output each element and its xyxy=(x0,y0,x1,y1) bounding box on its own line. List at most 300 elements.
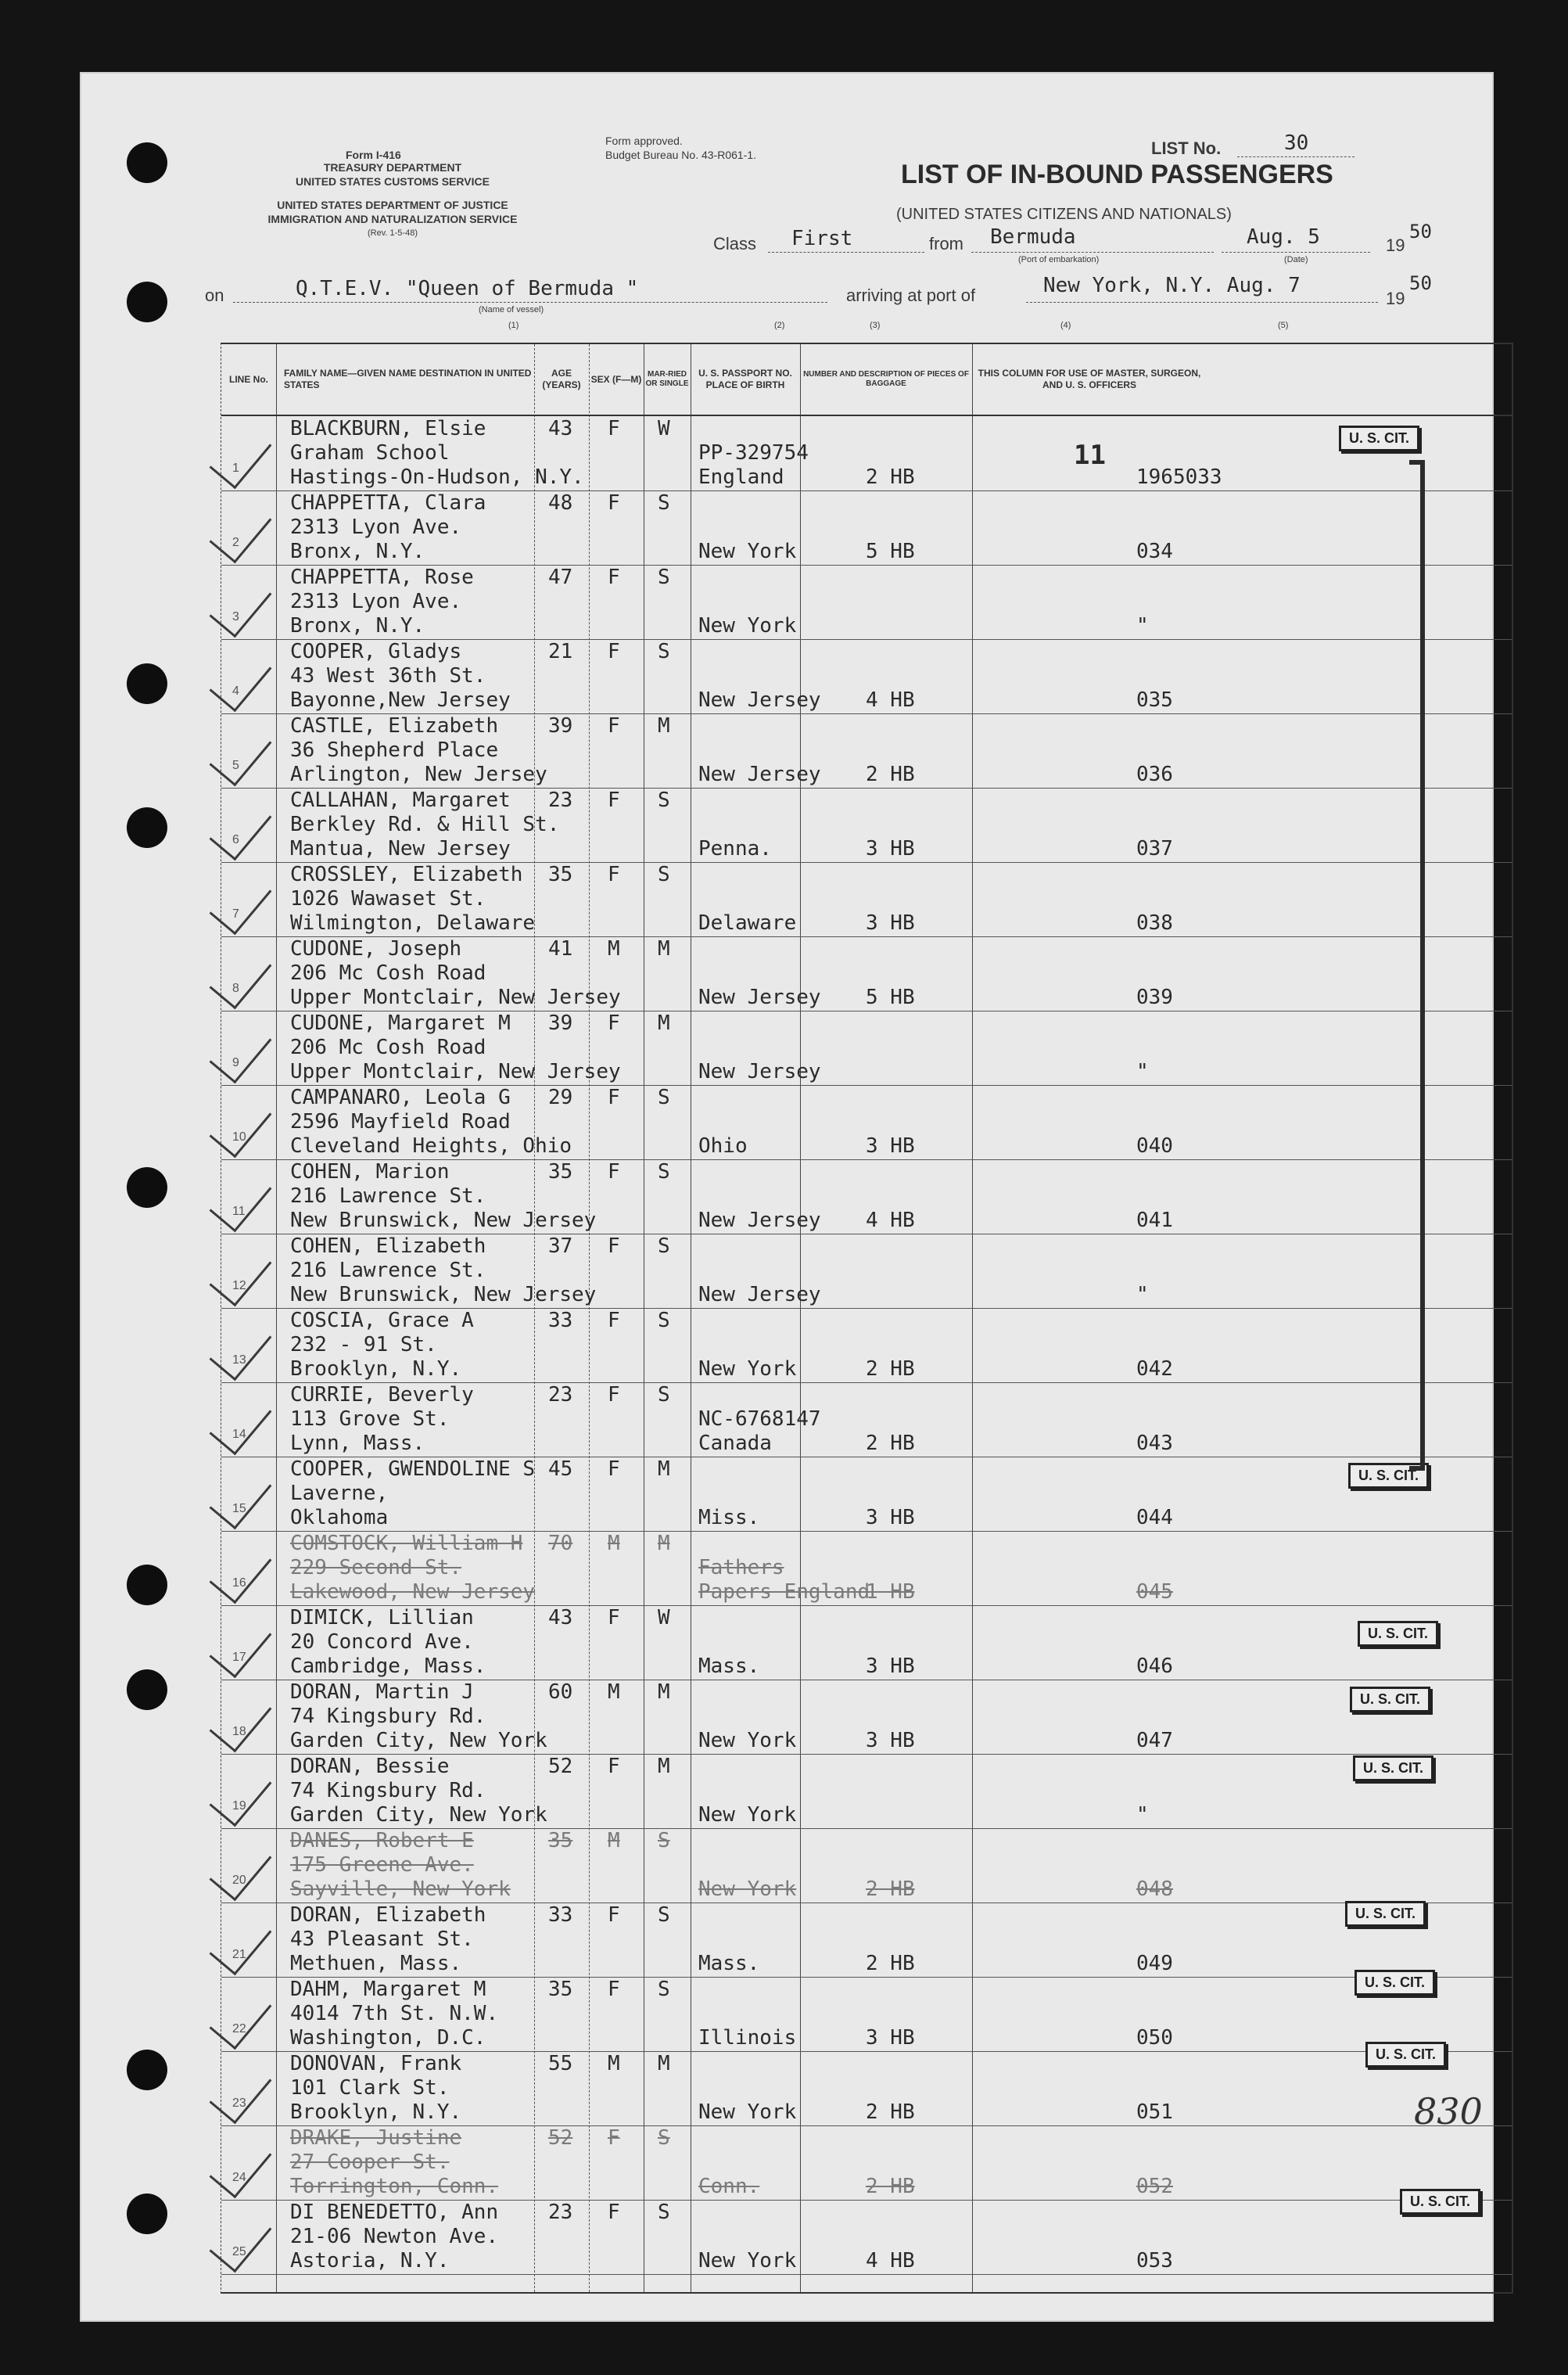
punch-hole xyxy=(127,282,167,322)
marital-status: S xyxy=(658,789,670,812)
departure-date: Aug. 5 xyxy=(1247,225,1320,249)
passenger-address: 20 Concord Ave. xyxy=(290,1630,474,1654)
passenger-sex: F xyxy=(608,1903,620,1927)
passenger-name: COOPER, Gladys xyxy=(290,640,462,663)
table-row xyxy=(221,1234,1512,1309)
passenger-age: 60 xyxy=(548,1680,573,1704)
passenger-name: DAHM, Margaret M xyxy=(290,1978,486,2001)
place-of-birth: Canada xyxy=(698,1432,772,1455)
officer-number: 036 xyxy=(1136,763,1173,786)
line-number: 12 xyxy=(232,1279,246,1292)
from-line xyxy=(971,252,1214,253)
marital-status: M xyxy=(658,2052,670,2075)
marital-status: W xyxy=(658,1606,670,1629)
passenger-name: CHAPPETTA, Clara xyxy=(290,491,486,515)
passenger-sex: F xyxy=(608,1383,620,1407)
list-title: LIST OF IN-BOUND PASSENGERS xyxy=(901,160,1333,189)
check-mark-icon xyxy=(210,1316,272,1382)
place-of-birth: Mass. xyxy=(698,1952,760,1975)
passenger-name: DRAKE, Justine xyxy=(290,2126,462,2150)
list-number: 30 xyxy=(1284,131,1309,155)
passenger-age: 33 xyxy=(548,1903,573,1927)
passenger-name: CUDONE, Margaret M xyxy=(290,1011,511,1035)
officer-number: 045 xyxy=(1136,1580,1173,1604)
check-mark-icon xyxy=(210,573,272,638)
check-mark-icon xyxy=(210,1464,272,1530)
table-row xyxy=(221,1382,1512,1457)
arrival-line xyxy=(1026,302,1378,303)
officer-number: 051 xyxy=(1136,2100,1173,2124)
passenger-age: 41 xyxy=(548,937,573,961)
dept-justice: UNITED STATES DEPARTMENT OF JUSTICE xyxy=(277,199,508,211)
passenger-table xyxy=(221,343,1513,2294)
table-row xyxy=(221,936,1512,1011)
punch-hole xyxy=(127,1167,167,1208)
check-mark-icon xyxy=(210,424,272,490)
baggage: 2 HB xyxy=(866,1877,915,1901)
passenger-age: 35 xyxy=(548,863,573,886)
marital-status: S xyxy=(658,640,670,663)
passenger-address: 2313 Lyon Ave. xyxy=(290,590,462,613)
check-mark-icon xyxy=(210,1985,272,2050)
table-row xyxy=(221,1085,1512,1160)
check-mark-icon xyxy=(210,2208,272,2273)
passenger-city: Wilmington, Delaware xyxy=(290,911,536,935)
col-head-officers: THIS COLUMN FOR USE OF MASTER, SURGEON, AND U. S. OFFICERS xyxy=(978,368,1201,390)
passenger-city: Torrington, Conn. xyxy=(290,2175,499,2198)
passenger-sex: F xyxy=(608,789,620,812)
passenger-city: New Brunswick, New Jersey xyxy=(290,1283,597,1306)
place-of-birth: New York xyxy=(698,1357,797,1381)
marital-status: S xyxy=(658,2201,670,2224)
passenger-name: CALLAHAN, Margaret xyxy=(290,789,511,812)
place-of-birth: Illinois xyxy=(698,2026,797,2050)
passenger-sex: F xyxy=(608,1755,620,1778)
place-of-birth: New York xyxy=(698,1877,797,1901)
marital-status: M xyxy=(658,714,670,738)
passenger-sex: M xyxy=(608,1829,620,1852)
marital-status: S xyxy=(658,491,670,515)
check-mark-icon xyxy=(210,1167,272,1233)
marital-status: S xyxy=(658,2126,670,2150)
baggage: 3 HB xyxy=(866,1506,915,1529)
table-row xyxy=(221,1754,1512,1829)
line-number: 16 xyxy=(232,1576,246,1590)
officer-number: " xyxy=(1136,1060,1149,1083)
passenger-name: COMSTOCK, William H xyxy=(290,1532,523,1555)
line-number: 23 xyxy=(232,2097,246,2110)
passenger-sex: F xyxy=(608,1011,620,1035)
marital-status: M xyxy=(658,1532,670,1555)
line-number: 1 xyxy=(232,462,239,475)
table-row xyxy=(221,1977,1512,2052)
passenger-sex: F xyxy=(608,640,620,663)
baggage: 2 HB xyxy=(866,1952,915,1975)
line-number: 21 xyxy=(232,1948,246,1961)
line-number: 3 xyxy=(232,610,239,623)
line-number: 7 xyxy=(232,907,239,921)
list-no-label: LIST No. xyxy=(1151,138,1222,158)
passport-number: Fathers xyxy=(698,1556,784,1579)
passenger-age: 29 xyxy=(548,1086,573,1109)
passenger-sex: M xyxy=(608,937,620,961)
passenger-address: 206 Mc Cosh Road xyxy=(290,1036,486,1059)
punch-hole xyxy=(127,2194,167,2234)
marital-status: M xyxy=(658,937,670,961)
punch-hole xyxy=(127,1669,167,1710)
passenger-name: DIMICK, Lillian xyxy=(290,1606,474,1629)
passenger-name: COSCIA, Grace A xyxy=(290,1309,474,1332)
officer-number: 053 xyxy=(1136,2249,1173,2273)
passenger-name: CAMPANARO, Leola G xyxy=(290,1086,511,1109)
place-of-birth: New Jersey xyxy=(698,688,821,712)
line-number: 24 xyxy=(232,2171,246,2184)
table-row xyxy=(221,639,1512,714)
list-no-line xyxy=(1237,156,1355,157)
officer-number: 039 xyxy=(1136,986,1173,1009)
officer-number: 042 xyxy=(1136,1357,1173,1381)
passenger-name: BLACKBURN, Elsie xyxy=(290,417,486,440)
baggage: 3 HB xyxy=(866,1134,915,1158)
line-number: 8 xyxy=(232,982,239,995)
check-mark-icon xyxy=(210,1910,272,1976)
table-row xyxy=(221,1903,1512,1978)
passenger-name: DORAN, Bessie xyxy=(290,1755,450,1778)
passenger-city: Garden City, New York xyxy=(290,1729,547,1752)
place-of-birth: Mass. xyxy=(698,1655,760,1678)
place-of-birth: New Jersey xyxy=(698,1060,821,1083)
check-mark-icon xyxy=(210,2059,272,2125)
officer-number: 049 xyxy=(1136,1952,1173,1975)
passenger-city: Washington, D.C. xyxy=(290,2026,486,2050)
bracket-mark xyxy=(1409,460,1425,1471)
passenger-city: Cambridge, Mass. xyxy=(290,1655,486,1678)
passenger-sex: M xyxy=(608,2052,620,2075)
place-of-birth: New York xyxy=(698,614,797,638)
officer-number: 037 xyxy=(1136,837,1173,861)
passenger-city: Upper Montclair, New Jersey xyxy=(290,1060,621,1083)
line-number: 20 xyxy=(232,1874,246,1887)
passenger-address: 21-06 Newton Ave. xyxy=(290,2225,499,2248)
marital-status: S xyxy=(658,566,670,589)
baggage: 3 HB xyxy=(866,837,915,861)
passenger-address: Berkley Rd. & Hill St. xyxy=(290,813,560,836)
passenger-sex: F xyxy=(608,863,620,886)
passenger-city: Bronx, N.Y. xyxy=(290,540,425,563)
passenger-address: 101 Clark St. xyxy=(290,2076,450,2100)
passenger-age: 39 xyxy=(548,1011,573,1035)
passenger-name: CHAPPETTA, Rose xyxy=(290,566,474,589)
passenger-age: 23 xyxy=(548,2201,573,2224)
table-row xyxy=(221,1605,1512,1680)
table-row xyxy=(221,2051,1512,2126)
line-number: 9 xyxy=(232,1056,239,1069)
passenger-name: DONOVAN, Frank xyxy=(290,2052,462,2075)
line-number: 6 xyxy=(232,833,239,846)
baggage: 3 HB xyxy=(866,911,915,935)
passenger-address: 216 Lawrence St. xyxy=(290,1259,486,1282)
check-mark-icon xyxy=(210,870,272,936)
arrival-year-suffix: 50 xyxy=(1409,272,1432,294)
arrival-port: New York, N.Y. Aug. 7 xyxy=(1043,274,1301,297)
passenger-age: 48 xyxy=(548,491,573,515)
passenger-age: 52 xyxy=(548,1755,573,1778)
table-row xyxy=(221,1531,1512,1606)
form-approval: Form approved. xyxy=(605,135,683,147)
passenger-sex: M xyxy=(608,1680,620,1704)
officer-number: " xyxy=(1136,614,1149,638)
us-cit-stamp: U. S. CIT. xyxy=(1353,1755,1433,1781)
passenger-sex: F xyxy=(608,1978,620,2001)
place-of-birth: Miss. xyxy=(698,1506,760,1529)
place-of-birth: New Jersey xyxy=(698,1283,821,1306)
passenger-address: 113 Grove St. xyxy=(290,1407,450,1431)
baggage: 2 HB xyxy=(866,2100,915,2124)
passenger-sex: M xyxy=(608,1532,620,1555)
officer-number: 046 xyxy=(1136,1655,1173,1678)
line-number: 14 xyxy=(232,1428,246,1441)
check-mark-icon xyxy=(210,1539,272,1604)
us-cit-stamp: U. S. CIT. xyxy=(1345,1901,1426,1927)
passenger-sex: F xyxy=(608,1160,620,1184)
check-mark-icon xyxy=(210,1019,272,1084)
officer-number: 044 xyxy=(1136,1506,1173,1529)
table-row xyxy=(221,1828,1512,1903)
check-mark-icon xyxy=(210,498,272,564)
line-number: 22 xyxy=(232,2022,246,2035)
list-subtitle: (UNITED STATES CITIZENS AND NATIONALS) xyxy=(896,206,1232,223)
passenger-city: Bayonne,New Jersey xyxy=(290,688,511,712)
table-row xyxy=(221,788,1512,863)
line-number: 25 xyxy=(232,2245,246,2258)
punch-hole xyxy=(127,807,167,848)
dept-immigration: IMMIGRATION AND NATURALIZATION SERVICE xyxy=(267,213,518,225)
passenger-address: 206 Mc Cosh Road xyxy=(290,961,486,985)
passenger-age: 52 xyxy=(548,2126,573,2150)
marital-status: W xyxy=(658,417,670,440)
place-of-birth: New Jersey xyxy=(698,986,821,1009)
col-num-4: (4) xyxy=(1060,321,1071,330)
passenger-name: DANES, Robert E xyxy=(290,1829,474,1852)
passenger-city: Bronx, N.Y. xyxy=(290,614,425,638)
baggage: 2 HB xyxy=(866,763,915,786)
table-row xyxy=(221,862,1512,937)
col-head-baggage: NUMBER AND DESCRIPTION OF PIECES OF BAGGAGE xyxy=(803,369,969,388)
passenger-name: DI BENEDETTO, Ann xyxy=(290,2201,499,2224)
margin-total: 830 xyxy=(1414,2090,1483,2132)
us-cit-stamp: U. S. CIT. xyxy=(1365,2042,1446,2068)
passenger-city: Lakewood, New Jersey xyxy=(290,1580,536,1604)
passenger-city: Brooklyn, N.Y. xyxy=(290,1357,462,1381)
check-mark-icon xyxy=(210,1687,272,1753)
passport-number: NC-6768147 xyxy=(698,1407,821,1431)
baggage: 2 HB xyxy=(866,1357,915,1381)
dept-customs: UNITED STATES CUSTOMS SERVICE xyxy=(296,175,490,188)
passenger-sex: F xyxy=(608,417,620,440)
passenger-name: CUDONE, Joseph xyxy=(290,937,462,961)
table-row xyxy=(221,1680,1512,1755)
place-of-birth: New York xyxy=(698,1803,797,1827)
passenger-age: 23 xyxy=(548,789,573,812)
passenger-age: 35 xyxy=(548,1978,573,2001)
officer-number: 041 xyxy=(1136,1209,1173,1232)
place-of-birth: New York xyxy=(698,2100,797,2124)
officer-number: " xyxy=(1136,1283,1149,1306)
class-value: First xyxy=(791,227,853,250)
passenger-address: 74 Kingsbury Rd. xyxy=(290,1779,486,1802)
passenger-age: 55 xyxy=(548,2052,573,2075)
baggage: 3 HB xyxy=(866,1729,915,1752)
passenger-age: 23 xyxy=(548,1383,573,1407)
passenger-sex: F xyxy=(608,1457,620,1481)
form-number: Form I-416 xyxy=(346,149,401,161)
marital-status: S xyxy=(658,1309,670,1332)
baggage: 4 HB xyxy=(866,1209,915,1232)
passenger-name: DORAN, Martin J xyxy=(290,1680,474,1704)
passenger-city: Upper Montclair, New Jersey xyxy=(290,986,621,1009)
place-of-birth: Ohio xyxy=(698,1134,748,1158)
baggage: 2 HB xyxy=(866,2175,915,2198)
year-prefix: 19 xyxy=(1386,235,1405,255)
check-mark-icon xyxy=(210,1093,272,1159)
officer-number: 052 xyxy=(1136,2175,1173,2198)
passenger-city: Hastings-On-Hudson, N.Y. xyxy=(290,465,584,489)
passenger-address: 4014 7th St. N.W. xyxy=(290,2002,499,2025)
us-cit-stamp: U. S. CIT. xyxy=(1358,1621,1438,1647)
check-mark-icon xyxy=(210,1613,272,1679)
col-head-married: MAR-RIED OR SINGLE xyxy=(645,369,689,388)
table-row xyxy=(221,1457,1512,1532)
place-of-birth: Delaware xyxy=(698,911,797,935)
class-label: Class xyxy=(713,234,757,253)
passenger-sex: F xyxy=(608,714,620,738)
form-revision: (Rev. 1-5-48) xyxy=(368,228,418,238)
line-number: 11 xyxy=(232,1205,246,1218)
passport-number: PP-329754 xyxy=(698,441,809,465)
officer-number: 048 xyxy=(1136,1877,1173,1901)
col-num-2: (2) xyxy=(774,321,785,330)
passenger-name: CURRIE, Beverly xyxy=(290,1383,474,1407)
us-cit-stamp: U. S. CIT. xyxy=(1348,1463,1429,1489)
check-mark-icon xyxy=(210,647,272,713)
passenger-city: Sayville, New York xyxy=(290,1877,511,1901)
officer-number: 035 xyxy=(1136,688,1173,712)
passenger-sex: F xyxy=(608,1086,620,1109)
passenger-city: Astoria, N.Y. xyxy=(290,2249,450,2273)
officer-number: 047 xyxy=(1136,1729,1173,1752)
check-mark-icon xyxy=(210,2133,272,2199)
us-cit-stamp: U. S. CIT. xyxy=(1339,426,1419,451)
baggage: 3 HB xyxy=(866,2026,915,2050)
table-row xyxy=(221,416,1512,491)
check-mark-icon xyxy=(210,1836,272,1902)
table-row xyxy=(221,713,1512,789)
us-cit-stamp: U. S. CIT. xyxy=(1400,2189,1480,2215)
vessel-name: Q.T.E.V. "Queen of Bermuda " xyxy=(296,277,639,300)
class-line xyxy=(768,252,924,253)
passenger-city: Mantua, New Jersey xyxy=(290,837,511,861)
vessel-caption: (Name of vessel) xyxy=(479,305,544,314)
passenger-age: 21 xyxy=(548,640,573,663)
passenger-sex: F xyxy=(608,1606,620,1629)
passenger-name: COHEN, Marion xyxy=(290,1160,450,1184)
place-of-birth: Papers England xyxy=(698,1580,870,1604)
port-caption: (Port of embarkation) xyxy=(1018,255,1100,264)
table-row xyxy=(221,2125,1512,2201)
officer-number: " xyxy=(1136,1803,1149,1827)
col-num-5: (5) xyxy=(1278,321,1289,330)
passenger-city: Oklahoma xyxy=(290,1506,389,1529)
marital-status: S xyxy=(658,863,670,886)
marital-status: M xyxy=(658,1011,670,1035)
col-head-age: AGE (YEARS) xyxy=(542,368,581,390)
table-row xyxy=(221,565,1512,640)
passenger-sex: F xyxy=(608,1234,620,1258)
check-mark-icon xyxy=(210,721,272,787)
punch-hole xyxy=(127,1565,167,1605)
passenger-address: 216 Lawrence St. xyxy=(290,1184,486,1208)
dept-treasury: TREASURY DEPARTMENT xyxy=(323,161,462,174)
passenger-name: CASTLE, Elizabeth xyxy=(290,714,499,738)
punch-hole xyxy=(127,663,167,704)
marital-status: M xyxy=(658,1755,670,1778)
col-head-sex: SEX (F—M) xyxy=(590,373,642,385)
passenger-city: Cleveland Heights, Ohio xyxy=(290,1134,572,1158)
passenger-name: DORAN, Elizabeth xyxy=(290,1903,486,1927)
passenger-age: 37 xyxy=(548,1234,573,1258)
date-line xyxy=(1222,252,1370,253)
line-number: 10 xyxy=(232,1130,246,1144)
baggage: 4 HB xyxy=(866,2249,915,2273)
baggage: 2 HB xyxy=(866,1432,915,1455)
passenger-address: 36 Shepherd Place xyxy=(290,738,499,762)
marital-status: M xyxy=(658,1457,670,1481)
passenger-sex: F xyxy=(608,1309,620,1332)
table-row xyxy=(221,1159,1512,1234)
passenger-age: 35 xyxy=(548,1829,573,1852)
passenger-address: 1026 Wawaset St. xyxy=(290,887,486,911)
marital-status: S xyxy=(658,1903,670,1927)
baggage: 4 HB xyxy=(866,688,915,712)
marital-status: S xyxy=(658,1160,670,1184)
baggage: 3 HB xyxy=(866,1655,915,1678)
officer-number: 038 xyxy=(1136,911,1173,935)
passenger-address: 229 Second St. xyxy=(290,1556,462,1579)
passenger-manifest-page xyxy=(80,72,1494,2322)
officer-number: 040 xyxy=(1136,1134,1173,1158)
place-of-birth: New York xyxy=(698,1729,797,1752)
table-row xyxy=(221,2200,1512,2275)
check-mark-icon xyxy=(210,796,272,861)
line-number: 13 xyxy=(232,1353,246,1367)
check-mark-icon xyxy=(210,1241,272,1307)
arrival-year-prefix: 19 xyxy=(1386,289,1405,308)
table-row xyxy=(221,1308,1512,1383)
col-head-name: FAMILY NAME—GIVEN NAME DESTINATION IN UNITED STATES xyxy=(284,368,532,390)
marital-status: S xyxy=(658,1086,670,1109)
marital-status: M xyxy=(658,1680,670,1704)
passenger-address: 2313 Lyon Ave. xyxy=(290,516,462,539)
passenger-address: 43 Pleasant St. xyxy=(290,1928,474,1951)
line-number: 4 xyxy=(232,684,239,698)
passenger-age: 39 xyxy=(548,714,573,738)
table-row xyxy=(221,1011,1512,1086)
passenger-age: 43 xyxy=(548,1606,573,1629)
passenger-city: New Brunswick, New Jersey xyxy=(290,1209,597,1232)
check-mark-icon xyxy=(210,1390,272,1456)
line-number: 2 xyxy=(232,536,239,549)
baggage: 1 HB xyxy=(866,1580,915,1604)
